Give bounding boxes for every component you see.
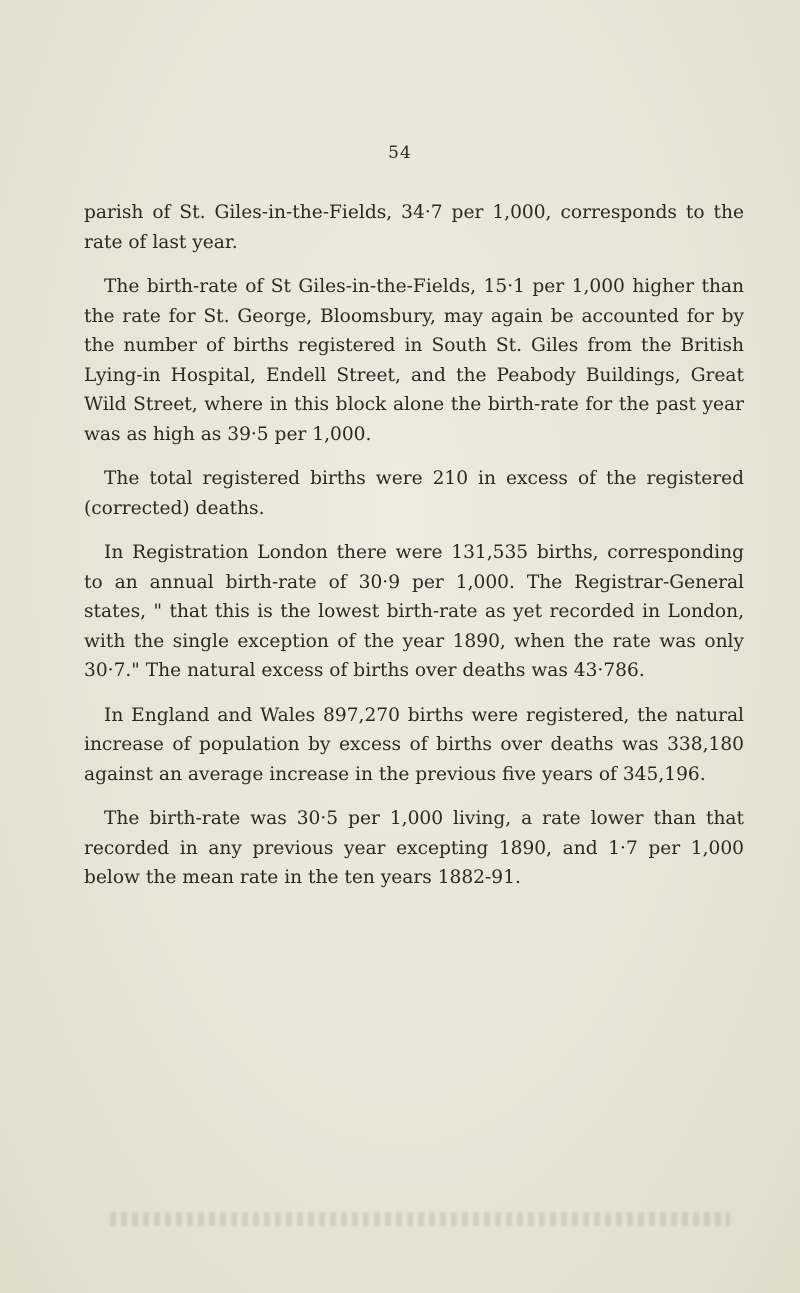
paragraph-1: parish of St. Giles-in-the-Fields, 34·7 per 1,000, corresponds to the rate of last year. [84,202,744,253]
body-text [84,198,744,908]
page-number: 54 [388,143,412,163]
paragraph-2: The birth-rate of St Giles-in-the-Fields, 15·1 per 1,000 higher than the rate for St. George, Bloomsbury, may again be accounted for by the number of births registered in South St. Giles from the British Lying-in Hospital, Endell Street, and the Peabody Buildings, Great Wild Street, where in this block alone the birth-rate for the past year was as high as 39·5 per 1,000. [84,276,744,445]
paragraph-4: In Registration London there were 131,535 births, corresponding to an annual birth-rate of 30·9 per 1,000. The Registrar-General states, " that this is the lowest birth-rate as yet recorded in London, with the single exception of the year 1890, when the rate was only 30·7." The natural excess of births over deaths was 43·786. [84,542,744,681]
paragraph-6: The birth-rate was 30·5 per 1,000 living, a rate lower than that recorded in any previous year excepting 1890, and 1·7 per 1,000 below the mean rate in the ten years 1882-91. [84,808,744,888]
paragraph-5: In England and Wales 897,270 births were registered, the natural increase of population by excess of births over deaths was 338,180 against an average increase in the previous five years of 345,196. [84,704,744,785]
show-through-bleed [110,1212,730,1226]
paragraph-3: The total registered births were 210 in excess of the registered (corrected) deaths. [84,468,744,519]
